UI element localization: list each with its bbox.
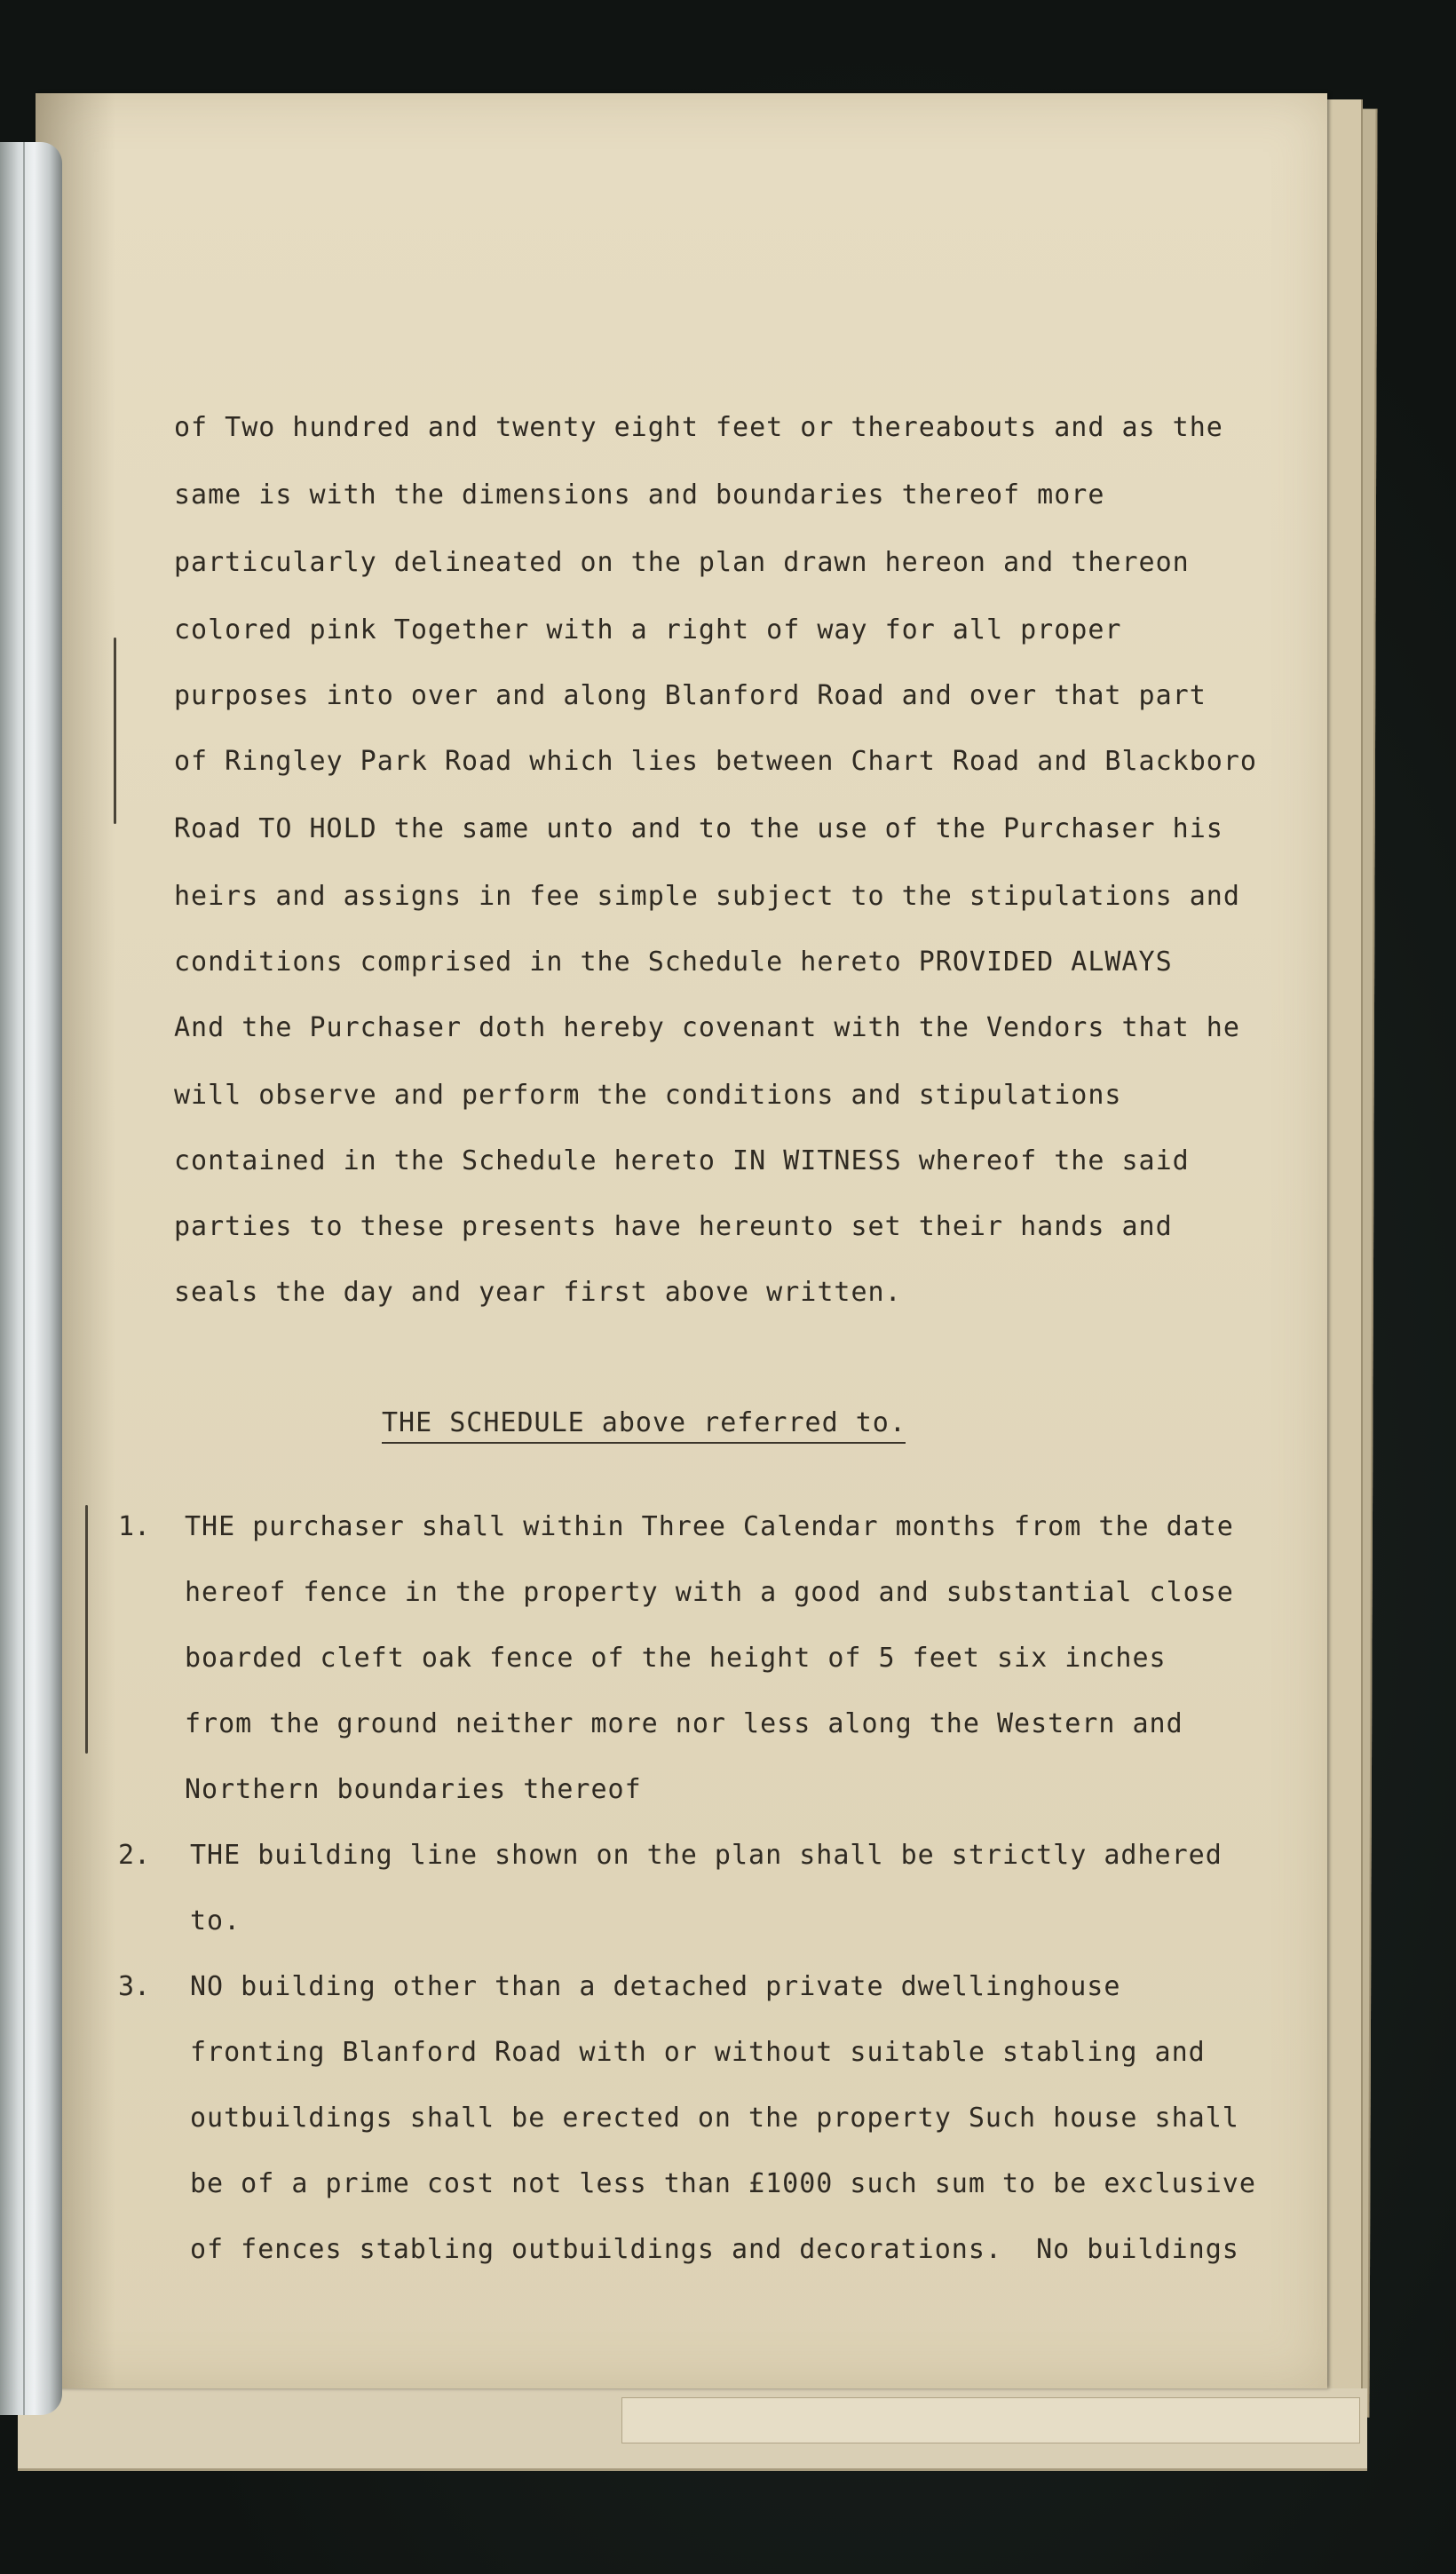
body-line: purposes into over and along Blanford Road and over that part <box>174 680 1207 711</box>
item-line: fronting Blanford Road with or without suitable stabling and <box>190 2037 1206 2068</box>
bottom-sheet-edge <box>621 2397 1360 2443</box>
body-line: parties to these presents have hereunto set their hands and <box>174 1211 1173 1242</box>
binder-strip <box>0 142 62 2415</box>
item-line: from the ground neither more nor less along the Western and <box>185 1708 1183 1739</box>
body-line: conditions comprised in the Schedule hereto PROVIDED ALWAYS <box>174 946 1173 978</box>
body-line: And the Purchaser doth hereby covenant with the Vendors that he <box>174 1012 1240 1043</box>
binder-seam <box>23 142 25 2415</box>
item-line: THE purchaser shall within Three Calendar months from the date <box>185 1511 1234 1542</box>
item-number: 1. <box>118 1511 151 1542</box>
body-line: colored pink Together with a right of way for all proper <box>174 614 1122 645</box>
item-line: be of a prime cost not less than £1000 such sum to be exclusive <box>190 2168 1256 2199</box>
item-number: 2. <box>118 1840 151 1871</box>
heading-underline <box>382 1442 906 1444</box>
item-line: hereof fence in the property with a good and substantial close <box>185 1577 1234 1608</box>
item-line: outbuildings shall be erected on the property Such house shall <box>190 2103 1239 2134</box>
item-line: to. <box>190 1905 241 1936</box>
body-line: particularly delineated on the plan drawn hereon and thereon <box>174 547 1190 578</box>
body-line: heirs and assigns in fee simple subject to the stipulations and <box>174 881 1240 912</box>
item-line: boarded cleft oak fence of the height of 5 feet six inches <box>185 1643 1167 1674</box>
item-line: Northern boundaries thereof <box>185 1774 642 1805</box>
body-line: will observe and perform the conditions and stipulations <box>174 1080 1122 1111</box>
body-line: seals the day and year first above written. <box>174 1277 902 1308</box>
body-line: Road TO HOLD the same unto and to the use of the Purchaser his <box>174 813 1223 844</box>
body-line: contained in the Schedule hereto IN WITNESS whereof the said <box>174 1145 1190 1176</box>
body-line: of Ringley Park Road which lies between Chart Road and Blackboro <box>174 746 1257 777</box>
body-line: of Two hundred and twenty eight feet or thereabouts and as the <box>174 412 1223 443</box>
margin-bracket-mark <box>85 1505 88 1754</box>
item-number: 3. <box>118 1971 151 2002</box>
item-line: of fences stabling outbuildings and decorations. No buildings <box>190 2234 1239 2265</box>
body-line: same is with the dimensions and boundaries thereof more <box>174 479 1105 511</box>
item-line: NO building other than a detached private dwellinghouse <box>190 1971 1121 2002</box>
schedule-heading: THE SCHEDULE above referred to. <box>382 1407 906 1438</box>
margin-bracket-mark <box>114 638 116 824</box>
item-line: THE building line shown on the plan shall be strictly adhered <box>190 1840 1223 1871</box>
